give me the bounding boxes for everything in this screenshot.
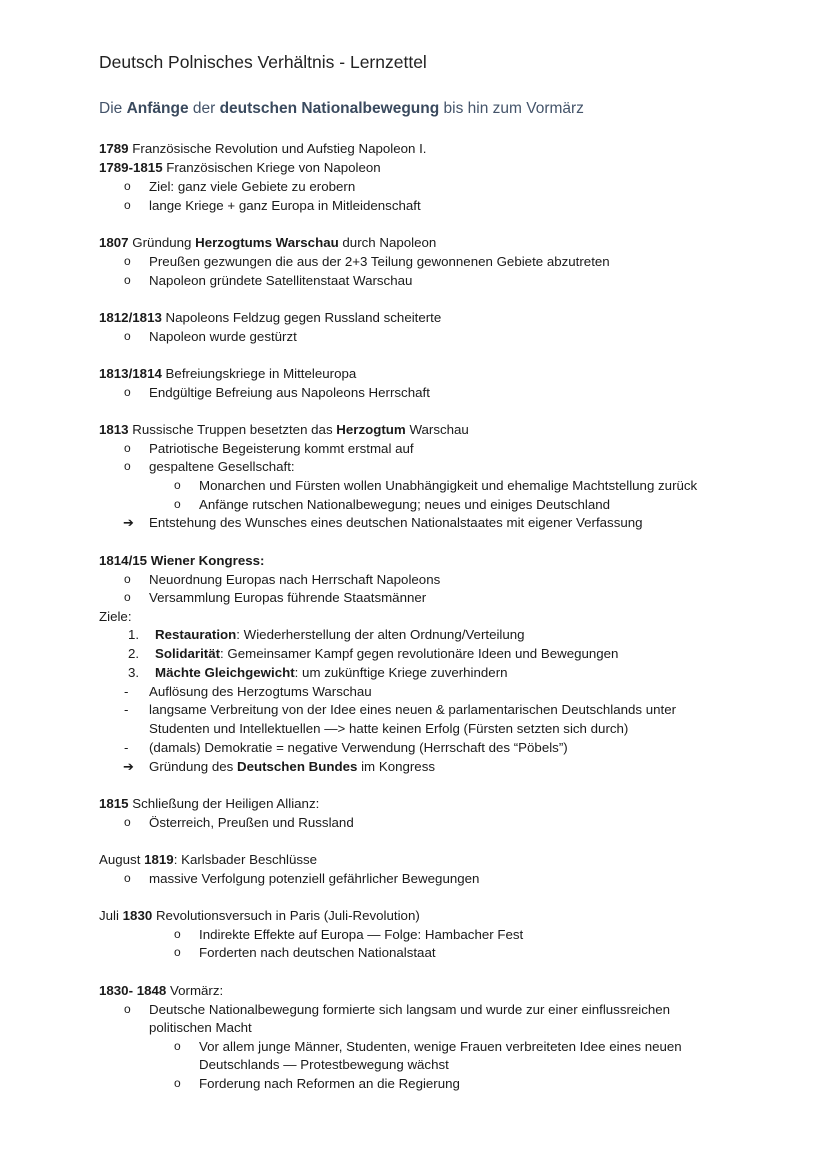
list-item: Preußen gezwungen die aus der 2+3 Teilung gewonnenen Gebiete abzutreten <box>149 254 610 269</box>
heading-bold: deutschen Nationalbewegung <box>219 100 440 117</box>
sub-list-item: Indirekte Effekte auf Europa — Folge: Hambacher Fest <box>199 927 524 942</box>
goal-number: 3. <box>128 665 140 680</box>
event-1830 <box>99 907 420 924</box>
arrow-right-icon: ➔ <box>123 759 134 774</box>
list-item: gespaltene Gesellschaft: <box>149 459 295 474</box>
event-text: Napoleons Feldzug gegen Russland scheiterte <box>161 310 442 325</box>
list-item: massive Verfolgung potenziell gefährlicher Bewegungen <box>149 871 480 886</box>
list-item: Napoleon gründete Satellitenstaat Warschau <box>149 273 413 288</box>
circle-bullet-icon: o <box>124 1002 131 1016</box>
event-text: August <box>99 852 145 867</box>
dash-bullet-icon: - <box>124 684 129 699</box>
goal-desc: : Wiederherstellung der alten Ordnung/Verteilung <box>236 627 525 642</box>
sub-list-item: Forderten nach deutschen Nationalstaat <box>199 945 436 960</box>
event-1815 <box>99 795 319 812</box>
list-item: Neuordnung Europas nach Herrschaft Napoleons <box>149 572 441 587</box>
circle-bullet-icon: o <box>174 927 181 941</box>
sub-list-item-continuation: Deutschlands — Protestbewegung wächst <box>199 1057 449 1072</box>
dash-item-continuation: Studenten und Intellektuellen —> hatte keinen Erfolg (Fürsten setzten sich durch) <box>149 721 629 736</box>
event-1812-1813 <box>99 309 441 326</box>
list-item: Patriotische Begeisterung kommt erstmal auf <box>149 441 414 456</box>
circle-bullet-icon: o <box>174 1039 181 1053</box>
sub-list-item: Vor allem junge Männer, Studenten, wenige Frauen verbreiteten Idee eines neuen <box>199 1039 682 1054</box>
event-year: 1807 <box>99 235 129 250</box>
event-year: 1789 <box>99 141 129 156</box>
event-text: Schließung der Heiligen Allianz: <box>128 796 320 811</box>
dash-bullet-icon: - <box>124 702 129 717</box>
circle-bullet-icon: o <box>174 945 181 959</box>
event-text: Befreiungskriege in Mitteleuropa <box>161 366 357 381</box>
conclusion-highlight: Deutschen Bundes <box>236 759 358 774</box>
sub-list-item: Anfänge rutschen Nationalbewegung; neues und einiges Deutschland <box>199 497 611 512</box>
event-text: Französische Revolution und Aufstieg Napoleon I. <box>128 141 427 156</box>
circle-bullet-icon: o <box>124 254 131 268</box>
circle-bullet-icon: o <box>124 441 131 455</box>
event-1819 <box>99 851 317 868</box>
event-text: Revolutionsversuch in Paris (Juli-Revolution) <box>152 908 420 923</box>
heading-text: der <box>188 100 220 117</box>
event-year: 1813 <box>99 422 129 437</box>
goal-term: Restauration <box>155 627 237 642</box>
heading-text: bis hin zum Vormärz <box>439 100 584 117</box>
event-text: Vormärz: <box>166 983 224 998</box>
circle-bullet-icon: o <box>124 385 131 399</box>
document-title: Deutsch Polnisches Verhältnis - Lernzettel <box>99 52 427 72</box>
goals-label: Ziele: <box>99 609 132 624</box>
goal-term: Solidarität <box>155 646 221 661</box>
event-1789-1815 <box>99 159 381 176</box>
list-item: lange Kriege + ganz Europa in Mitleidenschaft <box>149 198 421 213</box>
section-heading <box>99 100 584 118</box>
event-1830-1848 <box>99 982 223 999</box>
goal-desc: : um zukünftige Kriege zuverhindern <box>294 665 508 680</box>
list-item: Österreich, Preußen und Russland <box>149 815 354 830</box>
event-highlight: Herzogtum <box>336 422 406 437</box>
event-highlight: Herzogtums Warschau <box>195 235 339 250</box>
goal-number: 2. <box>128 646 140 661</box>
event-text: Russische Truppen besetzten das <box>128 422 337 437</box>
conclusion-text: im Kongress <box>357 759 435 774</box>
event-year: 1812/1813 <box>99 310 162 325</box>
circle-bullet-icon: o <box>174 1076 181 1090</box>
list-item-continuation: politischen Macht <box>149 1020 252 1035</box>
event-1789 <box>99 140 426 157</box>
goal-item <box>155 645 618 662</box>
dash-item: langsame Verbreitung von der Idee eines neuen & parlamentarischen Deutschlands unter <box>149 702 677 717</box>
circle-bullet-icon: o <box>174 478 181 492</box>
circle-bullet-icon: o <box>124 871 131 885</box>
conclusion-item <box>149 758 435 775</box>
event-year: 1830 <box>122 908 153 923</box>
event-year: 1789-1815 <box>99 160 163 175</box>
event-text: Gründung <box>128 235 196 250</box>
list-item: Ziel: ganz viele Gebiete zu erobern <box>149 179 356 194</box>
goal-number: 1. <box>128 627 140 642</box>
list-item: Versammlung Europas führende Staatsmänner <box>149 590 427 605</box>
list-item: Deutsche Nationalbewegung formierte sich langsam und wurde zur einer einflussreichen <box>149 1002 671 1017</box>
dash-item: Auflösung des Herzogtums Warschau <box>149 684 372 699</box>
event-text: Warschau <box>405 422 469 437</box>
circle-bullet-icon: o <box>124 815 131 829</box>
list-item: Napoleon wurde gestürzt <box>149 329 297 344</box>
circle-bullet-icon: o <box>124 572 131 586</box>
event-1814-15 <box>99 552 264 569</box>
arrow-right-icon: ➔ <box>123 515 134 530</box>
circle-bullet-icon: o <box>124 590 131 604</box>
circle-bullet-icon: o <box>124 179 131 193</box>
circle-bullet-icon: o <box>124 329 131 343</box>
goal-term: Mächte Gleichgewicht <box>155 665 295 680</box>
circle-bullet-icon: o <box>124 459 131 473</box>
sub-list-item: Monarchen und Fürsten wollen Unabhängigkeit und ehemalige Machtstellung zurück <box>199 478 698 493</box>
heading-text: Die <box>99 100 127 117</box>
conclusion-text: Gründung des <box>149 759 237 774</box>
event-1813-1814 <box>99 365 356 382</box>
event-year: 1830- 1848 <box>99 983 167 998</box>
goal-desc: : Gemeinsamer Kampf gegen revolutionäre Ideen und Bewegungen <box>220 646 619 661</box>
event-year: 1819 <box>144 852 174 867</box>
circle-bullet-icon: o <box>124 273 131 287</box>
event-1813 <box>99 421 469 438</box>
circle-bullet-icon: o <box>124 198 131 212</box>
dash-bullet-icon: - <box>124 740 129 755</box>
list-item: Endgültige Befreiung aus Napoleons Herrschaft <box>149 385 430 400</box>
dash-item: (damals) Demokratie = negative Verwendung (Herrschaft des “Pöbels”) <box>149 740 568 755</box>
event-text: Juli <box>99 908 123 923</box>
event-1807 <box>99 234 436 251</box>
circle-bullet-icon: o <box>174 497 181 511</box>
conclusion-item: Entstehung des Wunsches eines deutschen Nationalstaates mit eigener Verfassung <box>149 515 643 530</box>
event-year: 1814/15 <box>99 553 148 568</box>
event-text: durch Napoleon <box>338 235 437 250</box>
event-text: Französischen Kriege von Napoleon <box>162 160 381 175</box>
event-year: 1813/1814 <box>99 366 162 381</box>
event-highlight: Wiener Kongress: <box>147 553 265 568</box>
heading-bold: Anfänge <box>126 100 189 117</box>
sub-list-item: Forderung nach Reformen an die Regierung <box>199 1076 460 1091</box>
event-year: 1815 <box>99 796 129 811</box>
goal-item <box>155 664 508 681</box>
event-text: : Karlsbader Beschlüsse <box>173 852 318 867</box>
goal-item <box>155 626 525 643</box>
